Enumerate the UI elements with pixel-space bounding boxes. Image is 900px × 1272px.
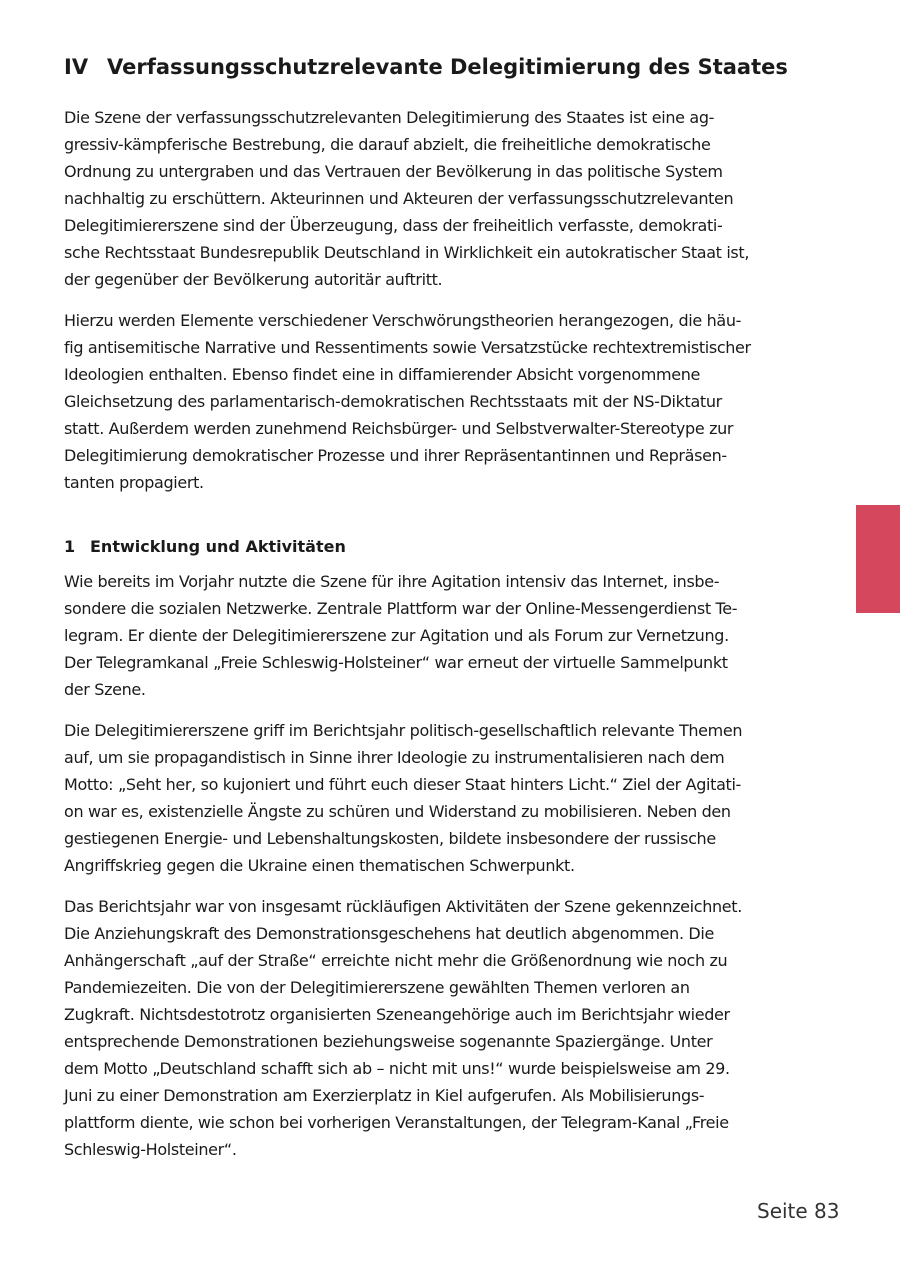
paragraph-line: gressiv-kämpferische Bestrebung, die darauf abzielt, die freiheitliche demokratische bbox=[64, 135, 711, 154]
page-content bbox=[64, 52, 804, 1177]
paragraph-line: Motto: „Seht her, so kujoniert und führt euch dieser Staat hinters Licht.“ Ziel der Agitati- bbox=[64, 775, 741, 794]
paragraph-line: dem Motto „Deutschland schafft sich ab – nicht mit uns!“ wurde beispielsweise am 29. bbox=[64, 1059, 730, 1078]
paragraph-line: der gegenüber der Bevölkerung autoritär auftritt. bbox=[64, 270, 443, 289]
paragraph-line: sondere die sozialen Netzwerke. Zentrale Plattform war der Online-Messengerdienst Te- bbox=[64, 599, 738, 618]
paragraph-line: Die Anziehungskraft des Demonstrationsgeschehens hat deutlich abgenommen. Die bbox=[64, 924, 714, 943]
paragraph-line: Ordnung zu untergraben und das Vertrauen der Bevölkerung in das politische System bbox=[64, 162, 723, 181]
section-paragraphs bbox=[64, 568, 804, 1163]
paragraph-line: Anhängerschaft „auf der Straße“ erreichte nicht mehr die Größenordnung wie noch zu bbox=[64, 951, 728, 970]
paragraph-line: Der Telegramkanal „Freie Schleswig-Holsteiner“ war erneut der virtuelle Sammelpunkt bbox=[64, 653, 728, 672]
paragraph-line: Zugkraft. Nichtsdestotrotz organisierten Szeneangehörige auch im Berichtsjahr wieder bbox=[64, 1005, 730, 1024]
paragraph-line: Die Delegitimiererszene griff im Berichtsjahr politisch-gesellschaftlich relevante Themen bbox=[64, 721, 743, 740]
paragraph-line: Die Szene der verfassungsschutzrelevanten Delegitimierung des Staates ist eine ag- bbox=[64, 108, 715, 127]
paragraph-line: Das Berichtsjahr war von insgesamt rückläufigen Aktivitäten der Szene gekennzeichnet. bbox=[64, 897, 742, 916]
paragraph-line: der Szene. bbox=[64, 680, 146, 699]
paragraph-line: Delegitimierung demokratischer Prozesse und ihrer Repräsentantinnen und Repräsen- bbox=[64, 446, 727, 465]
paragraph-line: Gleichsetzung des parlamentarisch-demokratischen Rechtsstaats mit der NS-Diktatur bbox=[64, 392, 722, 411]
paragraph-line: nachhaltig zu erschüttern. Akteurinnen und Akteuren der verfassungsschutzrelevanten bbox=[64, 189, 734, 208]
chapter-title: Verfassungsschutzrelevante Delegitimierung des Staates bbox=[107, 55, 788, 79]
section-number: 1 bbox=[64, 537, 76, 556]
paragraph-line: on war es, existenzielle Ängste zu schüren und Widerstand zu mobilisieren. Neben den bbox=[64, 802, 731, 821]
paragraph-line: tanten propagiert. bbox=[64, 473, 204, 492]
paragraph-line: Wie bereits im Vorjahr nutzte die Szene für ihre Agitation intensiv das Internet, insbe- bbox=[64, 572, 720, 591]
intro-paragraphs bbox=[64, 104, 804, 496]
chapter-heading bbox=[64, 52, 804, 82]
page-number: Seite 83 bbox=[757, 1199, 840, 1223]
paragraph bbox=[64, 893, 804, 1163]
chapter-number: IV bbox=[64, 55, 89, 79]
paragraph-line: sche Rechtsstaat Bundesrepublik Deutschland in Wirklichkeit ein autokratischer Staat ist, bbox=[64, 243, 750, 262]
paragraph-line: auf, um sie propagandistisch in Sinne ihrer Ideologie zu instrumentalisieren nach dem bbox=[64, 748, 725, 767]
paragraph-line: legram. Er diente der Delegitimiererszene zur Agitation und als Forum zur Vernetzung. bbox=[64, 626, 729, 645]
paragraph-line: gestiegenen Energie- und Lebenshaltungskosten, bildete insbesondere der russische bbox=[64, 829, 716, 848]
paragraph bbox=[64, 717, 804, 879]
paragraph-line: Schleswig-Holsteiner“. bbox=[64, 1140, 237, 1159]
paragraph-line: statt. Außerdem werden zunehmend Reichsbürger- und Selbstverwalter-Stereotype zur bbox=[64, 419, 734, 438]
paragraph-line: plattform diente, wie schon bei vorherigen Veranstaltungen, der Telegram-Kanal „Freie bbox=[64, 1113, 729, 1132]
paragraph-line: Delegitimiererszene sind der Überzeugung, dass der freiheitlich verfasste, demokrati- bbox=[64, 216, 723, 235]
section-heading bbox=[64, 533, 804, 560]
paragraph-line: Pandemiezeiten. Die von der Delegitimiererszene gewählten Themen verloren an bbox=[64, 978, 690, 997]
paragraph-line: Ideologien enthalten. Ebenso findet eine in diffamierender Absicht vorgenommene bbox=[64, 365, 700, 384]
paragraph bbox=[64, 104, 804, 293]
chapter-side-tab bbox=[856, 505, 900, 613]
paragraph-line: Hierzu werden Elemente verschiedener Verschwörungstheorien herangezogen, die häu- bbox=[64, 311, 742, 330]
paragraph-line: entsprechende Demonstrationen beziehungsweise sogenannte Spaziergänge. Unter bbox=[64, 1032, 713, 1051]
paragraph bbox=[64, 568, 804, 703]
paragraph-line: Angriffskrieg gegen die Ukraine einen thematischen Schwerpunkt. bbox=[64, 856, 575, 875]
paragraph bbox=[64, 307, 804, 496]
paragraph-line: fig antisemitische Narrative und Ressentiments sowie Versatzstücke rechtextremistischer bbox=[64, 338, 751, 357]
paragraph-line: Juni zu einer Demonstration am Exerzierplatz in Kiel aufgerufen. Als Mobilisierungs- bbox=[64, 1086, 705, 1105]
section-title: Entwicklung und Aktivitäten bbox=[90, 537, 346, 556]
